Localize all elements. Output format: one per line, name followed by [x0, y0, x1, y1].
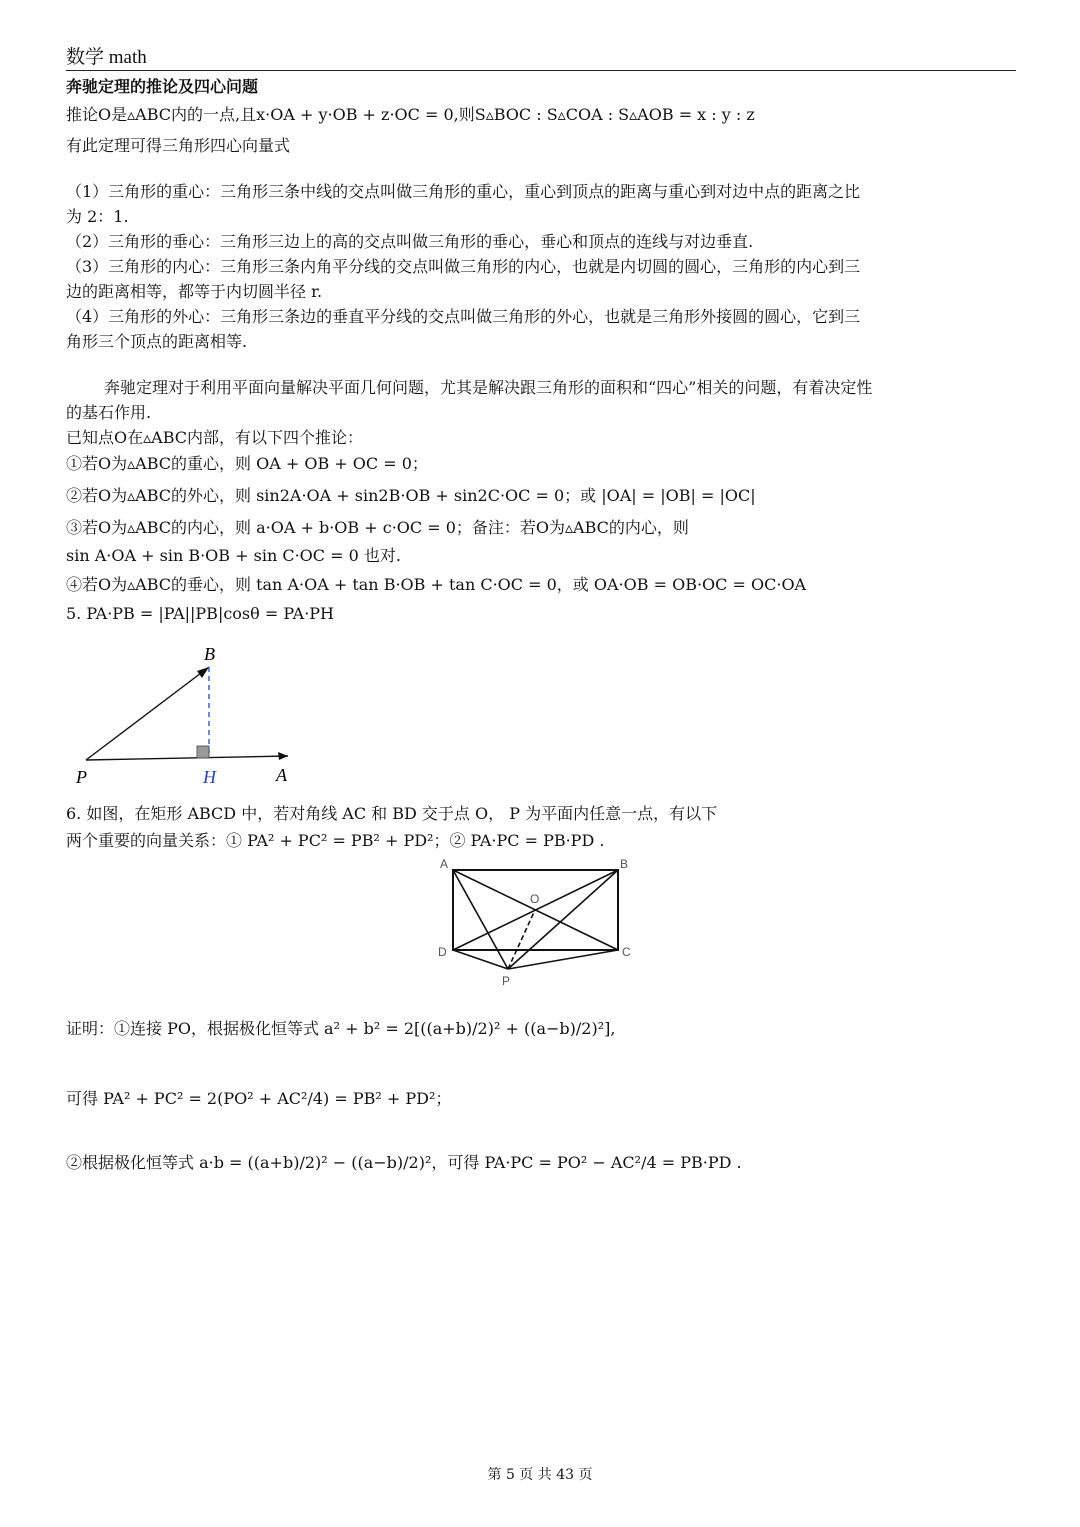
corollary-note: 有此定理可得三角形四心向量式: [66, 136, 291, 155]
segment-PB: [86, 667, 209, 760]
segment-PA: [86, 756, 288, 760]
para-line-2: 的基石作用.: [66, 403, 152, 422]
rectangle-figure: [430, 855, 640, 990]
problem6-line-1: 6. 如图，在矩形 ABCD 中，若对角线 AC 和 BD 交于点 O， P 为平面内任意一点，有以下: [66, 804, 718, 823]
label-B: B: [620, 857, 629, 871]
center-line-7: 角形三个顶点的距离相等.: [66, 332, 248, 351]
rule-2: ②若O为▵ABC的外心，则 sin2A·OA + sin2B·OB + sin2C·OC = 0；或 |OA| = |OB| = |OC|: [66, 486, 756, 505]
section-title: 奔驰定理的推论及四心问题: [66, 77, 259, 96]
rule-3: ③若O为▵ABC的内心，则 a·OA + b·OB + c·OC = 0；备注：若O为▵ABC的内心，则: [66, 518, 689, 537]
label-A: A: [276, 765, 287, 785]
rule-1: ①若O为▵ABC的重心，则 OA + OB + OC = 0；: [66, 454, 428, 473]
label-A: A: [440, 857, 449, 871]
center-line-6: （4）三角形的外心：三角形三条边的垂直平分线的交点叫做三角形的外心，也就是三角形外接圆的圆心，它到三: [66, 307, 861, 326]
rule-4: ④若O为▵ABC的垂心，则 tan A·OA + tan B·OB + tan C·OC = 0，或 OA·OB = OB·OC = OC·OA: [66, 575, 807, 594]
dashed-PO: [508, 910, 535, 969]
proof-line-3: ②根据极化恒等式 a·b = ((a+b)/2)² − ((a−b)/2)²，可得 PA·PC = PO² − AC²/4 = PB·PD .: [66, 1153, 742, 1172]
proof-line-1: 证明：①连接 PO，根据极化恒等式 a² + b² = 2[((a+b)/2)² + ((a−b)/2)²],: [66, 1019, 616, 1038]
page-footer: 第 5 页 共 43 页: [487, 1467, 593, 1483]
arrow-A: [278, 752, 288, 760]
projection-figure: [66, 640, 306, 790]
rule-5: 5. PA·PB = |PA||PB|cosθ = PA·PH: [66, 604, 334, 623]
label-C: C: [622, 945, 631, 959]
segment-PB: [508, 870, 618, 969]
corollary-text: 推论O是▵ABC内的一点,且x·OA + y·OB + z·OC = 0,则S▵BOC : S▵COA : S▵AOB = x : y : z: [66, 105, 755, 124]
header-rule: [66, 70, 1016, 71]
problem6-line-2: 两个重要的向量关系：① PA² + PC² = PB² + PD²；② PA·PC = PB·PD .: [66, 831, 605, 850]
rule-3-cont: sin A·OA + sin B·OB + sin C·OC = 0 也对.: [66, 546, 401, 565]
proof-line-2: 可得 PA² + PC² = 2(PO² + AC²/4) = PB² + PD²；: [66, 1089, 452, 1108]
para-line-1: 奔驰定理对于利用平面向量解决平面几何问题，尤其是解决跟三角形的面积和“四心”相关的问题，有着决定性: [104, 378, 873, 397]
center-line-5: 边的距离相等，都等于内切圆半径 r.: [66, 282, 323, 301]
label-D: D: [438, 945, 447, 959]
arrow-B: [197, 667, 209, 678]
center-line-1: （1）三角形的重心：三角形三条中线的交点叫做三角形的重心，重心到顶点的距离与重心到对边中点的距离之比: [66, 182, 861, 201]
segment-PC: [508, 950, 618, 969]
header-title: 数学 math: [66, 47, 147, 68]
right-angle-mark: [197, 746, 209, 758]
center-line-2: 为 2：1.: [66, 207, 129, 226]
label-O: O: [530, 892, 540, 906]
label-H: H: [203, 767, 216, 787]
label-B: B: [204, 644, 215, 664]
label-P: P: [76, 767, 87, 787]
center-line-4: （3）三角形的内心：三角形三条内角平分线的交点叫做三角形的内心，也就是内切圆的圆心，三角形的内心到三: [66, 257, 861, 276]
segment-PA: [453, 870, 508, 969]
label-P: P: [502, 974, 511, 988]
known-text: 已知点O在▵ABC内部，有以下四个推论：: [66, 428, 364, 447]
center-line-3: （2）三角形的垂心：三角形三边上的高的交点叫做三角形的垂心，垂心和顶点的连线与对边垂直.: [66, 232, 754, 251]
